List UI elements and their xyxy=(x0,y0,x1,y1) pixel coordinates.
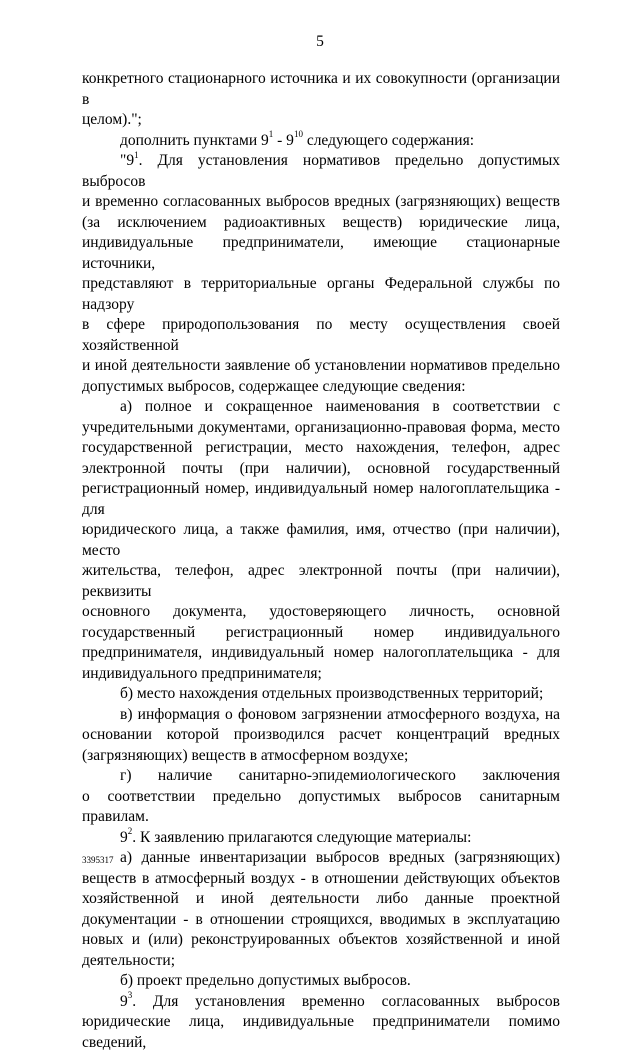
text-line: б) место нахождения отдельных производственных территорий; xyxy=(82,684,560,705)
text-line: а) полное и сокращенное наименования в соответствии с xyxy=(82,397,560,418)
text-line: конкретного стационарного источника и их совокупности (организации в xyxy=(82,69,560,110)
text-line: б) проект предельно допустимых выбросов. xyxy=(82,971,560,992)
text-line: и временно согласованных выбросов вредных (загрязняющих) веществ xyxy=(82,192,560,213)
document-code: 3395317 xyxy=(82,855,114,865)
item-a xyxy=(82,397,560,684)
text-line: государственной регистрации, место нахождения, телефон, адрес xyxy=(82,438,560,459)
paragraph xyxy=(82,69,560,131)
text-line: регистрационный номер, индивидуальный номер налогоплательщика - для xyxy=(82,479,560,520)
item-b xyxy=(82,684,560,705)
paragraph-9-1 xyxy=(82,151,560,397)
text-line: деятельности; xyxy=(82,951,560,972)
text-line: веществ в атмосферный воздух - в отношении действующих объектов xyxy=(82,869,560,890)
text-line: целом)."; xyxy=(82,110,560,131)
item-a-2 xyxy=(82,848,560,971)
text-line: жительства, телефон, адрес электронной почты (при наличии), реквизиты xyxy=(82,561,560,602)
text-line: в сфере природопользования по месту осуществления своей хозяйственной xyxy=(82,315,560,356)
paragraph xyxy=(82,131,560,152)
text-line: основного документа, удостоверяющего личность, основной xyxy=(82,602,560,623)
text-line: и иной деятельности заявление об установлении нормативов предельно xyxy=(82,356,560,377)
text-line: в) информация о фоновом загрязнении атмосферного воздуха, на xyxy=(82,705,560,726)
page-number: 5 xyxy=(0,33,640,51)
text-line: предпринимателя, индивидуальный номер налогоплательщика - для xyxy=(82,643,560,664)
text-line: г) наличие санитарно-эпидемиологического заключения xyxy=(82,766,560,787)
text-line: представляют в территориальные органы Федеральной службы по надзору xyxy=(82,274,560,315)
text-line: допустимых выбросов, содержащее следующие сведения: xyxy=(82,377,560,398)
document-body xyxy=(82,69,560,1053)
text-line: индивидуальные предприниматели, имеющие стационарные источники, xyxy=(82,233,560,274)
text-line: о соответствии предельно допустимых выбросов санитарным правилам. xyxy=(82,787,560,828)
text-line: $9^2$. К заявлению прилагаются следующие материалы: xyxy=(82,828,560,849)
text-line: дополнить пунктами $9^1 - 9^{10}$ следующего содержания: xyxy=(82,131,560,152)
item-v xyxy=(82,705,560,767)
text-line: юридического лица, а также фамилия, имя, отчество (при наличии), место xyxy=(82,520,560,561)
text-line: хозяйственной и иной деятельности либо данные проектной xyxy=(82,889,560,910)
text-line: а) данные инвентаризации выбросов вредных (загрязняющих) xyxy=(82,848,560,869)
text-line: $9^3$. Для установления временно согласованных выбросов xyxy=(82,992,560,1013)
text-line: документации - в отношении строящихся, вводимых в эксплуатацию xyxy=(82,910,560,931)
text-line: индивидуального предпринимателя; xyxy=(82,664,560,685)
text-line: "$9^1$. Для установления нормативов предельно допустимых выбросов xyxy=(82,151,560,192)
text-line: (загрязняющих) веществ в атмосферном воздухе; xyxy=(82,746,560,767)
text-line: основании которой производился расчет концентраций вредных xyxy=(82,725,560,746)
paragraph-9-2 xyxy=(82,828,560,849)
text-line: (за исключением радиоактивных веществ) юридические лица, xyxy=(82,213,560,234)
paragraph-9-3 xyxy=(82,992,560,1053)
item-g xyxy=(82,766,560,828)
text-line: учредительными документами, организационно-правовая форма, место xyxy=(82,418,560,439)
text-line: электронной почты (при наличии), основной государственный xyxy=(82,459,560,480)
text-line: государственный регистрационный номер индивидуального xyxy=(82,623,560,644)
item-b-2 xyxy=(82,971,560,992)
text-line: новых и (или) реконструированных объектов хозяйственной и иной xyxy=(82,930,560,951)
text-line: юридические лица, индивидуальные предприниматели помимо сведений, xyxy=(82,1012,560,1053)
